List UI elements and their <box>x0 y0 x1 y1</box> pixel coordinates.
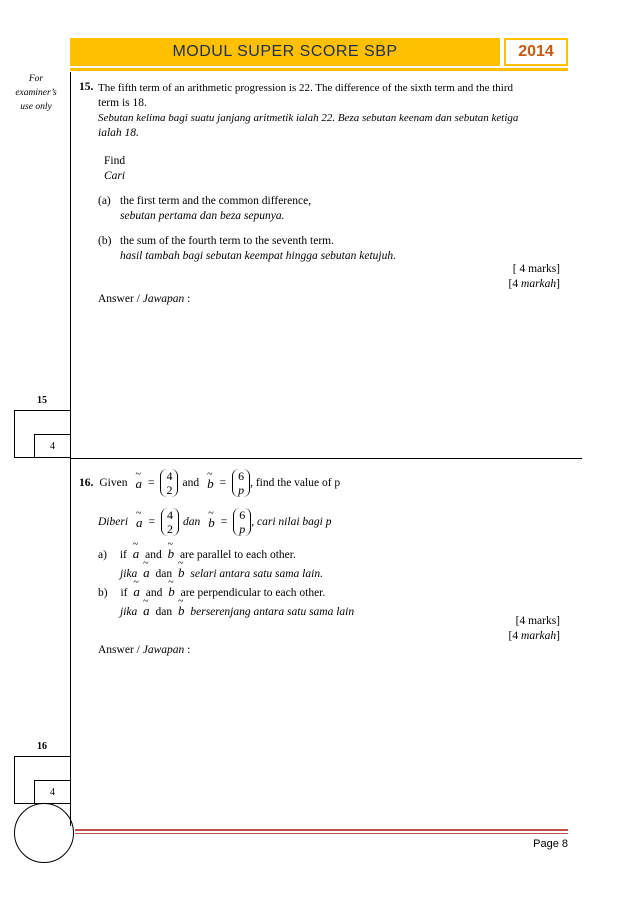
q15-part-b-label: (b) <box>98 235 112 247</box>
q16-pb-vec-b: ~ b <box>168 584 175 599</box>
q15-part-a-label: (a) <box>98 195 111 207</box>
q16-pa-vec-b: ~ b <box>168 546 175 561</box>
q15-part-a <box>120 194 311 224</box>
q16-pa-vec-a: ~ a <box>133 546 140 561</box>
q16-and: and <box>182 476 200 489</box>
q16-pb-label: b) <box>98 587 108 599</box>
q16-pb-ms-vec-a: ~ a <box>143 603 150 618</box>
q15-en-line2: term is 18. <box>98 97 147 109</box>
q16-answer-label <box>98 643 190 658</box>
q16-marks-ms-word: markah <box>521 630 557 642</box>
q16-pa-if: if <box>119 549 127 561</box>
q16-part-a-ms <box>120 565 323 582</box>
q16-matrix-a <box>160 469 178 497</box>
q15-answer-ms: Jawapan <box>142 293 185 305</box>
header-rule <box>70 68 568 71</box>
total-mark-circle <box>14 803 74 863</box>
examiner-label-line1: For <box>28 74 44 84</box>
q16-equals-a: = <box>147 476 155 489</box>
q16-ms-matrix-a <box>161 508 179 536</box>
q16-pb-ms-vec-b: ~ b <box>178 603 185 618</box>
q15-part-b-en: the sum of the fourth term to the seventh term. <box>120 235 334 247</box>
q16-ms-vector-a: ~ a <box>136 515 143 530</box>
q15-marks-ms <box>400 277 560 292</box>
q16-matrix-b-top: 6 <box>238 469 245 483</box>
q15-answer-colon: : <box>184 293 191 305</box>
q15-part-b-ms: hasil tambah bagi sebutan keempat hingga sebutan ketujuh. <box>120 250 396 262</box>
q16-ms-matrix-a-top: 4 <box>167 508 174 522</box>
q16-pa-jika: jika <box>120 568 138 580</box>
q16-marks-ms-close: ] <box>556 630 560 642</box>
q16-pb-ms-tail: berserenjang antara satu sama lain <box>190 606 355 618</box>
q16-pa-label: a) <box>98 549 107 561</box>
q15-marks-en: [ 4 marks] <box>512 263 560 275</box>
module-title: MODUL SUPER SCORE SBP <box>70 38 500 66</box>
q16-matrix-a-bottom: 2 <box>166 483 173 497</box>
q16-pb-if: if <box>120 587 128 599</box>
q16-pb-vec-a: ~ a <box>133 584 140 599</box>
q16-pa-ms-tail: selari antara satu sama lain. <box>190 568 323 580</box>
q16-answer-en: Answer / <box>98 644 143 656</box>
q15-find <box>104 154 125 184</box>
q16-marks-ms-open: [4 <box>508 630 522 642</box>
q15-find-en: Find <box>104 155 126 167</box>
q16-marks-ms <box>400 629 560 644</box>
q15-number: 15. <box>79 81 94 93</box>
q16-marks <box>400 614 560 644</box>
q16-equals-b: = <box>219 476 227 489</box>
q15-box-number: 15 <box>37 395 47 406</box>
q16-box-number: 16 <box>37 741 47 752</box>
q16-pa-ms-vec-a: ~ a <box>143 565 150 580</box>
q16-given-line <box>79 466 340 500</box>
q16-matrix-b <box>232 469 250 497</box>
q16-answer-ms: Jawapan <box>142 644 185 656</box>
question-divider <box>70 458 582 459</box>
q15-answer-en: Answer / <box>98 293 143 305</box>
q15-part-a-ms: sebutan pertama dan beza sepunya. <box>120 210 285 222</box>
q15-marks-ms-word: markah <box>521 278 557 290</box>
q15-part-b <box>120 234 396 264</box>
q16-diberi-line <box>98 505 331 539</box>
q16-ms-matrix-b <box>233 508 251 536</box>
q16-ms-vector-b: ~ b <box>208 515 215 530</box>
q16-given: Given <box>99 476 128 489</box>
q16-pa-and: and <box>145 549 162 561</box>
q16-matrix-b-bottom: p <box>238 483 245 497</box>
q16-mark-cell: 4 <box>34 780 71 804</box>
q16-pb-and: and <box>145 587 163 599</box>
footer-rule-thin <box>75 833 568 834</box>
q16-ms-matrix-b-top: 6 <box>239 508 246 522</box>
q16-part-a-en <box>98 546 296 563</box>
q15-english <box>98 81 568 111</box>
q15-part-a-en: the first term and the common difference, <box>120 195 312 207</box>
q16-part-b-en <box>98 584 325 601</box>
q15-mark-cell: 4 <box>34 434 71 458</box>
q16-ms-equals-b: = <box>220 515 228 528</box>
q16-pb-jika: jika <box>120 606 138 618</box>
module-year: 2014 <box>504 38 568 66</box>
q16-ms-matrix-b-bottom: p <box>239 522 246 536</box>
page-number: Page 8 <box>533 838 568 850</box>
q16-pb-en-tail: are perpendicular to each other. <box>180 587 326 599</box>
q16-find-tail-ms: , cari nilai bagi p <box>251 515 332 528</box>
q16-dan: dan <box>183 515 201 528</box>
examiner-label-line2: examiner’s <box>15 88 57 98</box>
q15-en-line1: The fifth term of an arithmetic progression is 22. The difference of the sixth term and the third <box>98 82 514 94</box>
q16-find-tail: , find the value of p <box>250 476 341 489</box>
q15-malay <box>98 111 568 141</box>
q16-ms-equals-a: = <box>148 515 156 528</box>
q16-part-b-ms <box>120 603 354 620</box>
q16-answer-colon: : <box>184 644 191 656</box>
q16-ms-matrix-a-bottom: 2 <box>167 522 174 536</box>
examiner-label <box>4 72 68 114</box>
q16-pa-dan: dan <box>155 568 173 580</box>
q16-marks-en: [4 marks] <box>515 615 560 627</box>
q16-pb-dan: dan <box>155 606 173 618</box>
q16-vector-a: ~ a <box>135 476 142 491</box>
q16-pa-en-tail: are parallel to each other. <box>179 549 296 561</box>
q15-marks-ms-open: [4 <box>508 278 522 290</box>
q16-pa-ms-vec-b: ~ b <box>178 565 185 580</box>
q16-number: 16. <box>79 476 94 489</box>
footer-rule-thick <box>75 829 568 831</box>
q16-vector-b: ~ b <box>207 476 214 491</box>
q16-matrix-a-top: 4 <box>166 469 173 483</box>
q15-find-ms: Cari <box>104 170 126 182</box>
q15-marks <box>400 262 560 292</box>
q16-diberi: Diberi <box>98 515 129 528</box>
q15-answer-label <box>98 292 190 307</box>
q15-ms-line1: Sebutan kelima bagi suatu janjang aritmetik ialah 22. Beza sebutan keenam dan sebutan ketiga <box>98 112 519 124</box>
examiner-label-line3: use only <box>20 102 52 112</box>
q15-ms-line2: ialah 18. <box>98 127 139 139</box>
q15-marks-ms-close: ] <box>556 278 560 290</box>
